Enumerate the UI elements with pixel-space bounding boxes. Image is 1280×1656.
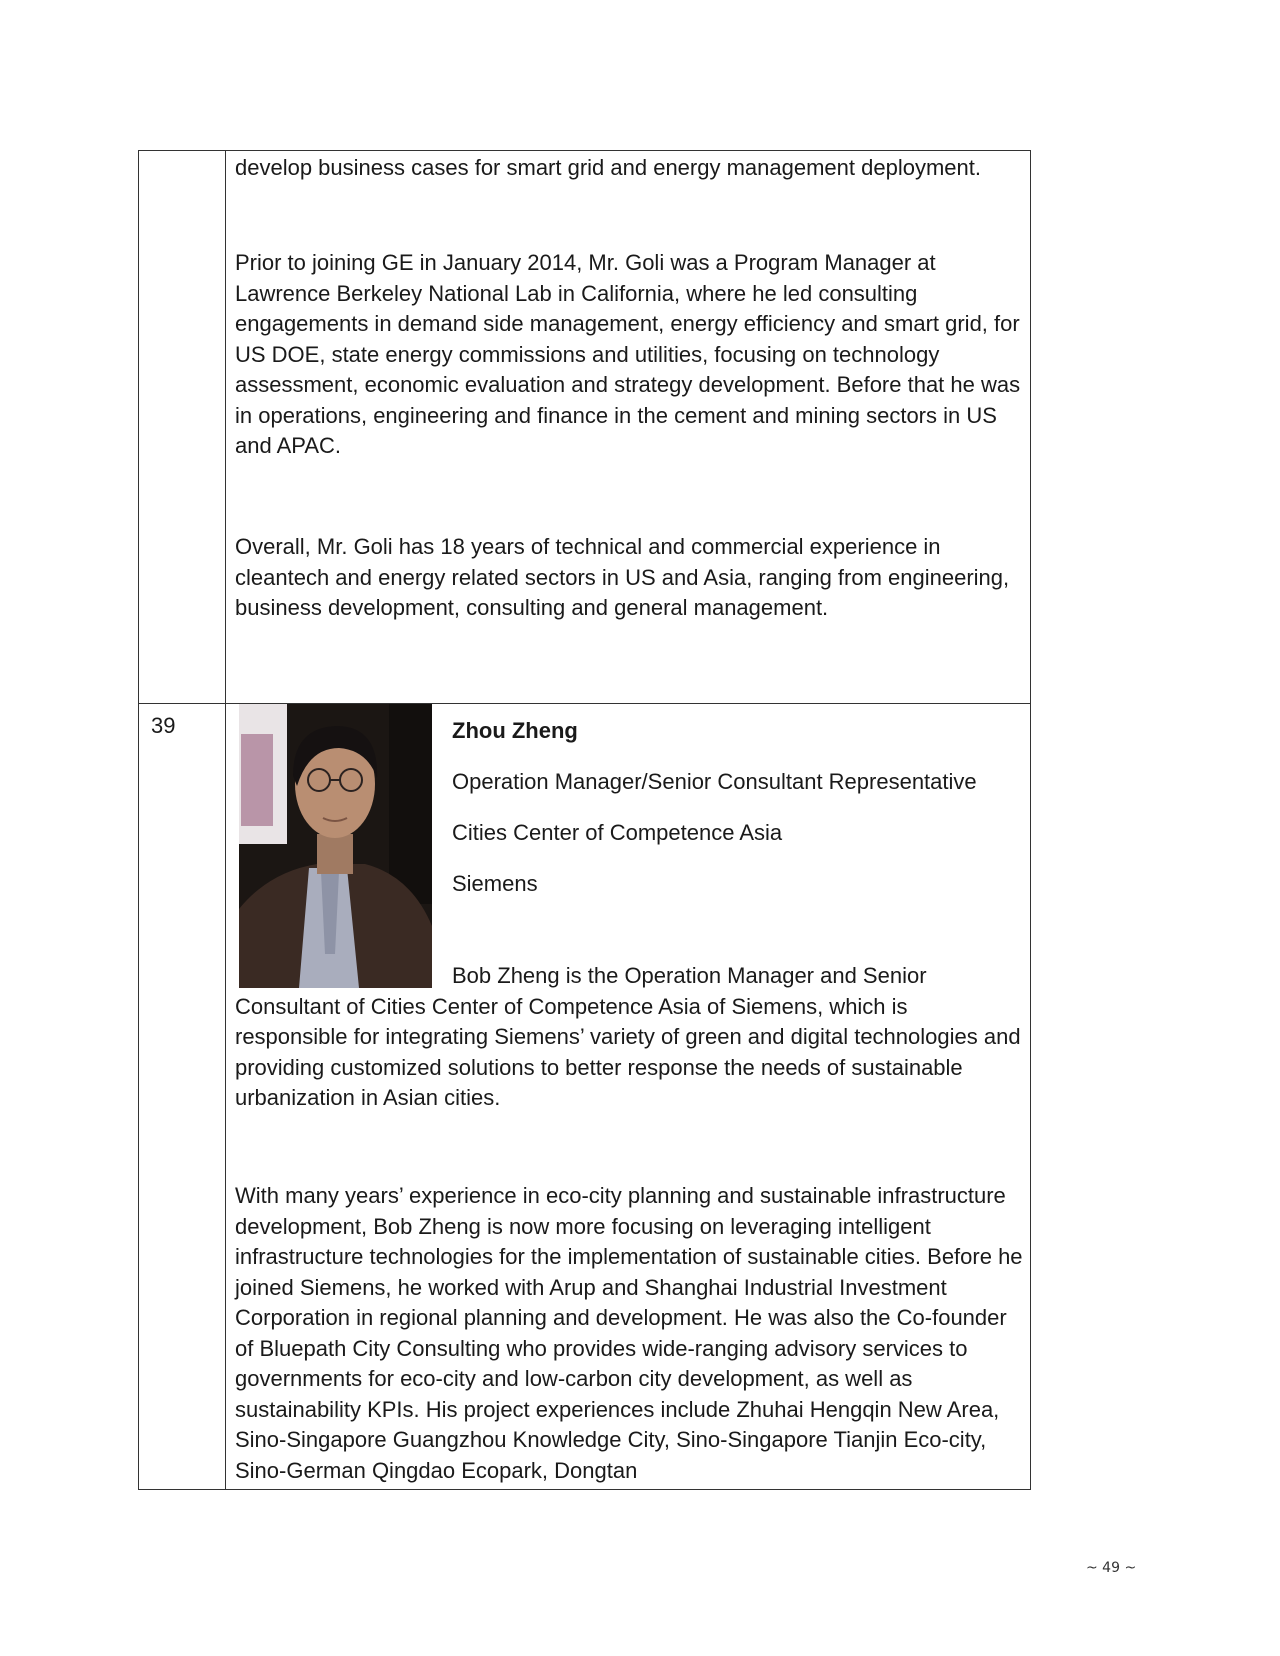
column-divider [225, 151, 226, 1489]
speaker-company: Siemens [452, 871, 538, 896]
row-number: 39 [151, 713, 176, 738]
speaker-unit: Cities Center of Competence Asia [452, 820, 783, 845]
speaker-bio-table [138, 150, 1031, 1490]
bio-paragraph: Overall, Mr. Goli has 18 years of technical and commercial experience in cleantech and energy related sectors in US and Asia, ranging from engineering, business development, consulting and general management. [235, 534, 1010, 620]
page-number: ~ 49 ~ [1086, 1560, 1137, 1576]
speaker-bio-paragraph: Bob Zheng is the Operation Manager and Senior Consultant of Cities Center of Competence Asia of Siemens, which is responsible for integrating Siemens’ variety of green and digital technologies and providing customized solutions to better response the needs of sustainable urbanization in Asian cities. [235, 963, 1021, 1110]
bio-paragraph: develop business cases for smart grid and energy management deployment. [235, 155, 981, 180]
portrait-photo [239, 704, 432, 988]
speaker-bio-paragraph: With many years’ experience in eco-city planning and sustainable infrastructure development, Bob Zheng is now more focusing on leveraging intelligent infrastructure technologies for the implementation of sustainable cities. Before he joined Siemens, he worked with Arup and Shanghai Industrial Investment Corporation in regional planning and development. He was also the Co-founder of Bluepath City Consulting who provides wide-ranging advisory services to governments for eco-city and low-carbon city development, as well as sustainability KPIs. His project experiences include Zhuhai Hengqin New Area, Sino-Singapore Guangzhou Knowledge City, Sino-Singapore Tianjin Eco-city, Sino-German Qingdao Ecopark, Dongtan [235, 1183, 1023, 1483]
speaker-name: Zhou Zheng [452, 718, 578, 743]
bio-paragraph: Prior to joining GE in January 2014, Mr. Goli was a Program Manager at Lawrence Berkeley National Lab in California, where he led consulting engagements in demand side management, energy efficiency and smart grid, for US DOE, state energy commissions and utilities, focusing on technology assessment, economic evaluation and strategy development. Before that he was in operations, engineering and finance in the cement and mining sectors in US and APAC. [235, 250, 1021, 458]
speaker-title: Operation Manager/Senior Consultant Representative [452, 769, 977, 794]
